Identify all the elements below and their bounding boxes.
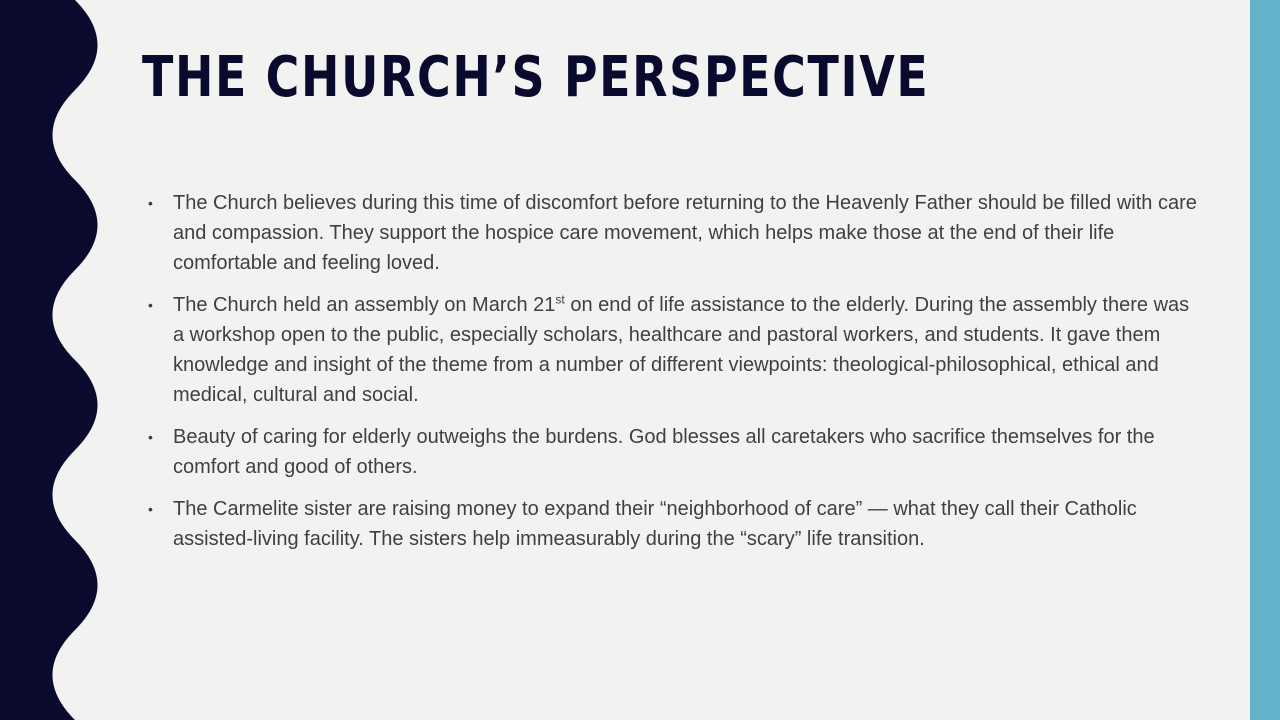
bullet-text: The Carmelite sister are raising money to expand their “neighborhood of care” — what they call their Catholic assisted-living facility. The sisters help immeasurably during the “scary” life transition. xyxy=(173,498,1137,550)
date-superscript: st xyxy=(555,292,565,307)
bullet-item xyxy=(148,494,1198,554)
bullet-list xyxy=(148,188,1198,566)
decorative-wavy-band xyxy=(0,0,140,720)
bullet-text-end: on end of life assistance to the elderly. During the assembly there was a workshop open to the public, especially scholars, healthcare and pastoral workers, and students. It gave them knowledge and insight of the theme from a number of different viewpoints: theological-philosophical, ethical and medical, cultural and social. xyxy=(173,294,1190,406)
bullet-icon: • xyxy=(148,501,153,517)
slide-title: THE CHURCH’S PERSPECTIVE xyxy=(142,45,930,110)
decorative-accent-bar xyxy=(1250,0,1280,720)
bullet-item xyxy=(148,188,1198,278)
bullet-text-start: The Church held an assembly on March 21 xyxy=(173,294,556,316)
bullet-item xyxy=(148,290,1198,410)
bullet-icon: • xyxy=(148,195,153,211)
bullet-icon: • xyxy=(148,429,153,445)
bullet-item xyxy=(148,422,1198,482)
bullet-text: Beauty of caring for elderly outweighs the burdens. God blesses all caretakers who sacrifice themselves for the comfort and good of others. xyxy=(173,426,1155,478)
bullet-icon: • xyxy=(148,297,153,313)
bullet-text: The Church believes during this time of discomfort before returning to the Heavenly Father should be filled with care and compassion. They support the hospice care movement, which helps make those at the end of their life comfortable and feeling loved. xyxy=(173,192,1197,274)
